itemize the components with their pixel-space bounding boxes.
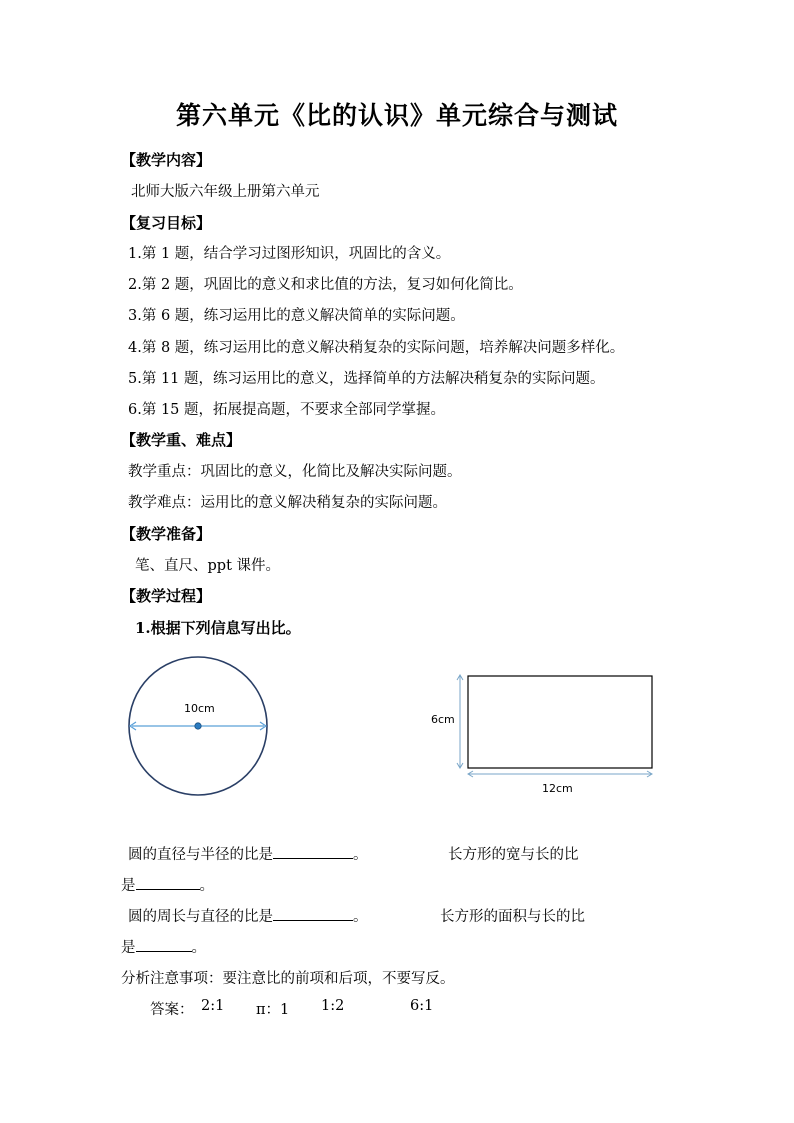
goal-item: 5.第 11 题，练习运用比的意义，选择简单的方法解决稍复杂的实际问题。 [128, 371, 605, 387]
goal-item: 4.第 8 题，练习运用比的意义解决稍复杂的实际问题，培养解决问题多样化。 [128, 340, 625, 356]
answer-value: 1:2 [321, 998, 345, 1014]
rectangle-outline [468, 676, 652, 768]
page-title: 第六单元《比的认识》单元综合与测试 [175, 101, 618, 130]
answer-value: 6:1 [410, 998, 434, 1014]
circle-diameter-label: 10cm [184, 702, 215, 715]
goal-item: 3.第 6 题，练习运用比的意义解决简单的实际问题。 [128, 308, 465, 324]
answer-blank[interactable] [273, 844, 353, 859]
center-dot [195, 723, 201, 729]
section-heading-process: 【教学过程】 [121, 587, 212, 605]
rect-width-label: 12cm [542, 782, 573, 795]
section-heading-goals: 【复习目标】 [121, 214, 212, 232]
answer-value: 2:1 [201, 998, 225, 1014]
difficult-point-text: 教学难点：运用比的意义解决稍复杂的实际问题。 [128, 495, 447, 511]
answer-blank[interactable] [136, 937, 192, 952]
question-rect-area-length: 长方形的面积与长的比 [440, 909, 585, 925]
goal-item: 1.第 1 题，结合学习过图形知识，巩固比的含义。 [128, 246, 451, 262]
question-1-title: 1.根据下列信息写出比。 [135, 619, 301, 637]
goal-item: 2.第 2 题，巩固比的意义和求比值的方法，复习如何化简比。 [128, 277, 523, 293]
question-rect-width-length-cont: 是 。 [121, 874, 214, 895]
question-rect-area-length-cont: 是 。 [121, 936, 206, 957]
circle-figure [120, 652, 280, 802]
section-heading-keypoints: 【教学重、难点】 [121, 431, 242, 449]
prep-text: 笔、直尺、ppt 课件。 [135, 558, 280, 574]
content-text: 北师大版六年级上册第六单元 [131, 184, 320, 200]
answer-value: π：1 [256, 1002, 290, 1018]
rect-height-label: 6cm [431, 713, 455, 726]
question-circle-circumference-diameter: 圆的周长与直径的比是 。 [128, 905, 368, 926]
rectangle-figure [425, 665, 665, 800]
goal-item: 6.第 15 题，拓展提高题，不要求全部同学掌握。 [128, 402, 446, 418]
question-circle-diameter-radius: 圆的直径与半径的比是 。 [128, 843, 368, 864]
key-point-text: 教学重点：巩固比的意义，化简比及解决实际问题。 [128, 464, 462, 480]
section-heading-content: 【教学内容】 [121, 151, 212, 169]
answer-blank[interactable] [136, 875, 200, 890]
question-rect-width-length: 长方形的宽与长的比 [448, 847, 579, 863]
analysis-note: 分析注意事项：要注意比的前项和后项，不要写反。 [121, 971, 455, 987]
section-heading-prep: 【教学准备】 [121, 525, 212, 543]
answer-blank[interactable] [273, 906, 353, 921]
answer-label: 答案： [150, 1002, 194, 1018]
